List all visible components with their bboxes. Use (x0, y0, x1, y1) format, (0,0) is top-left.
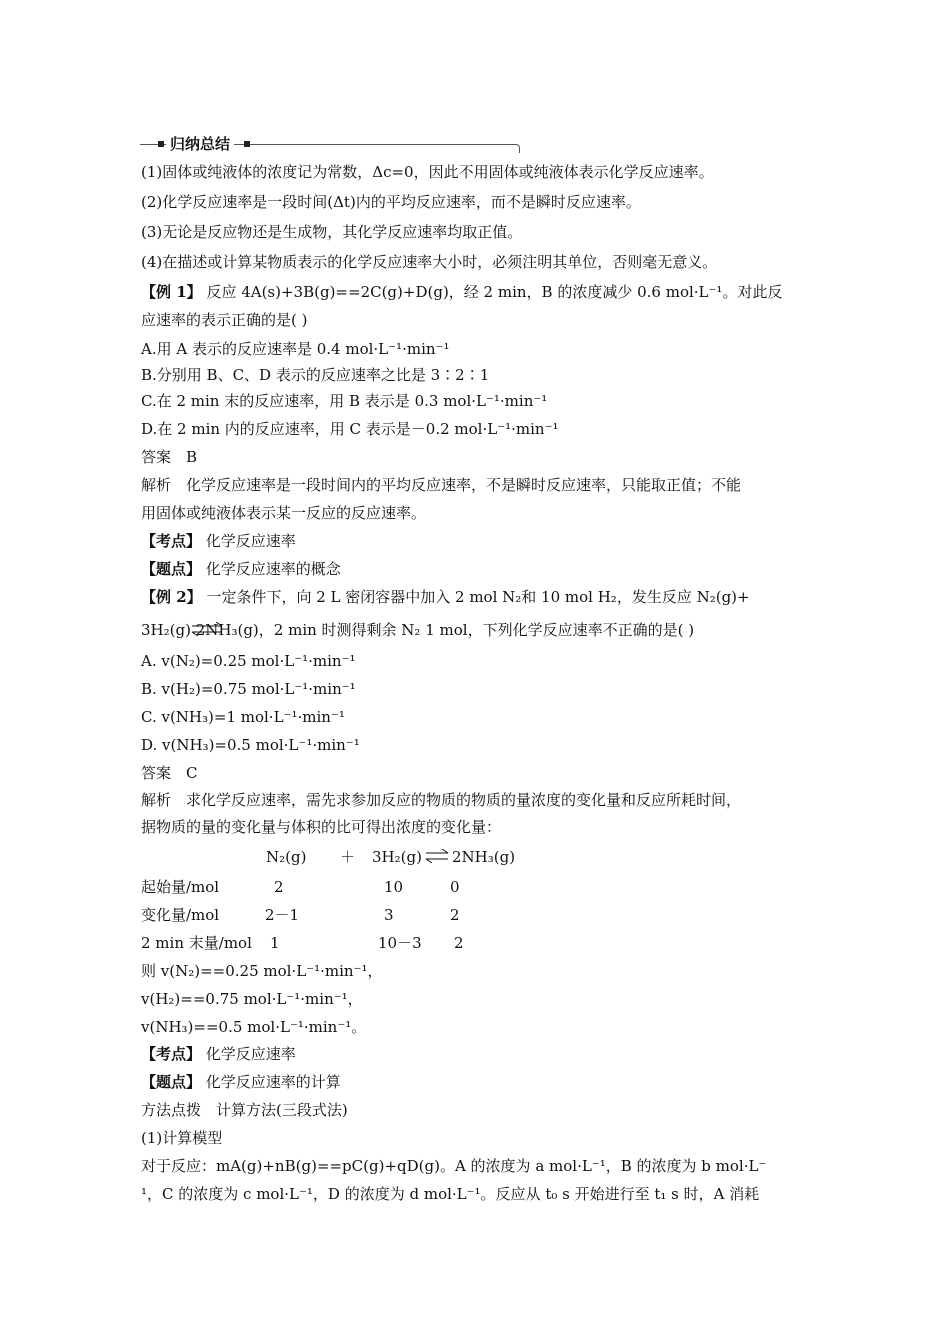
table-cell: 10－3 (378, 934, 422, 952)
table-header-plus: ＋ (340, 848, 356, 866)
tidian-text: 化学反应速率的概念 (201, 560, 341, 578)
kaodian (141, 1044, 296, 1064)
summary-header (140, 134, 520, 154)
question-text: 反应 4A(s)+3B(g)==2C(g)+D(g)，经 2 min，B 的浓度减少 0.6 mol·L⁻¹。对此反 (201, 283, 783, 301)
option-a: A. v(N₂)=0.25 mol·L⁻¹·min⁻¹ (141, 652, 356, 670)
analysis: 解析 化学反应速率是一段时间内的平均反应速率，不是瞬时反应速率，只能取正值；不能 (141, 476, 742, 494)
example-1-question (141, 282, 782, 302)
summary-item: (1)固体或纯液体的浓度记为常数，Δc=0，因此不用固体或纯液体表示化学反应速率。 (141, 163, 714, 181)
tidian (141, 1072, 341, 1092)
analysis-cont: 用固体或纯液体表示某一反应的反应速率。 (141, 504, 427, 522)
kaodian-text: 化学反应速率 (201, 1045, 296, 1063)
header-rule-corner (513, 144, 520, 153)
question-text-cont: 应速率的表示正确的是( ) (141, 311, 308, 329)
table-cell: 2－1 (265, 906, 300, 924)
summary-item: (2)化学反应速率是一段时间(Δt)内的平均反应速率，而不是瞬时反应速率。 (141, 193, 641, 211)
table-header-nh3: 2NH₃(g) (452, 848, 516, 866)
calc-line: 则 v(N₂)==0.25 mol·L⁻¹·min⁻¹， (141, 962, 383, 980)
method-text-cont: ¹，C 的浓度为 c mol·L⁻¹，D 的浓度为 d mol·L⁻¹。反应从 t₀ s 开始进行至 t₁ s 时，A 消耗 (141, 1185, 760, 1203)
kaodian-label: 【考点】 (141, 1045, 202, 1063)
table-row-label: 变化量/mol (141, 906, 220, 924)
bullet-square-icon (158, 141, 164, 147)
summary-item: (3)无论是反应物还是生成物，其化学反应速率均取正值。 (141, 223, 523, 241)
option-b: B.分别用 B、C、D 表示的反应速率之比是 3∶2∶1 (141, 366, 490, 384)
kaodian-text: 化学反应速率 (201, 532, 296, 550)
reversible-arrow-icon (424, 849, 450, 863)
table-row-label: 起始量/mol (141, 878, 220, 896)
option-d: D.在 2 min 内的反应速率，用 C 表示是－0.2 mol·L⁻¹·min⁻¹ (141, 420, 559, 438)
option-b: B. v(H₂)=0.75 mol·L⁻¹·min⁻¹ (141, 680, 356, 698)
tidian (141, 559, 341, 579)
kaodian-label: 【考点】 (141, 532, 202, 550)
option-c: C. v(NH₃)=1 mol·L⁻¹·min⁻¹ (141, 708, 345, 726)
table-cell: 3 (384, 906, 394, 924)
example-label: 【例 1】 (141, 283, 202, 301)
table-header-h2: 3H₂(g) (372, 848, 422, 866)
option-d: D. v(NH₃)=0.5 mol·L⁻¹·min⁻¹ (141, 736, 360, 754)
analysis-cont: 据物质的量的变化量与体积的比可得出浓度的变化量： (141, 818, 502, 836)
table-cell: 1 (270, 934, 280, 952)
example-2-question (141, 587, 750, 607)
analysis: 解析 求化学反应速率，需先求参加反应的物质的物质的量浓度的变化量和反应所耗时间， (141, 791, 742, 809)
table-header-n2: N₂(g) (266, 848, 307, 866)
option-a: A.用 A 表示的反应速率是 0.4 mol·L⁻¹·min⁻¹ (141, 340, 450, 358)
answer: 答案 C (141, 764, 198, 782)
summary-item: (4)在描述或计算某物质表示的化学反应速率大小时，必须注明其单位，否则毫无意义。 (141, 253, 718, 271)
method-title: 方法点拨 计算方法(三段式法) (141, 1101, 348, 1119)
method-text: 对于反应：mA(g)+nB(g)==pC(g)+qD(g)。A 的浓度为 a mol·L⁻¹，B 的浓度为 b mol·L⁻ (141, 1157, 767, 1175)
answer: 答案 B (141, 448, 198, 466)
table-cell: 2 (454, 934, 464, 952)
calc-line: v(NH₃)==0.5 mol·L⁻¹·min⁻¹。 (141, 1018, 367, 1036)
table-cell: 10 (384, 878, 404, 896)
option-c: C.在 2 min 末的反应速率，用 B 表示是 0.3 mol·L⁻¹·min⁻¹ (141, 392, 548, 410)
tidian-label: 【题点】 (141, 560, 202, 578)
tidian-text: 化学反应速率的计算 (201, 1073, 341, 1091)
reversible-arrow-icon (190, 622, 224, 636)
bullet-square-icon (244, 141, 250, 147)
example-label: 【例 2】 (141, 588, 202, 606)
table-cell: 2 (274, 878, 284, 896)
calc-line: v(H₂)==0.75 mol·L⁻¹·min⁻¹， (141, 990, 363, 1008)
question-text-cont: 3H₂(g) 2NH₃(g)，2 min 时测得剩余 N₂ 1 mol，下列化学反应速率不正确的是( ) (141, 621, 695, 639)
table-row-label: 2 min 末量/mol (141, 934, 252, 952)
method-subtitle: (1)计算模型 (141, 1129, 223, 1147)
question-text: 一定条件下，向 2 L 密闭容器中加入 2 mol N₂和 10 mol H₂，发生反应 N₂(g)+ (201, 588, 750, 606)
table-cell: 0 (450, 878, 460, 896)
table-cell: 2 (450, 906, 460, 924)
kaodian (141, 531, 296, 551)
tidian-label: 【题点】 (141, 1073, 202, 1091)
summary-title: 归纳总结 (166, 135, 234, 153)
